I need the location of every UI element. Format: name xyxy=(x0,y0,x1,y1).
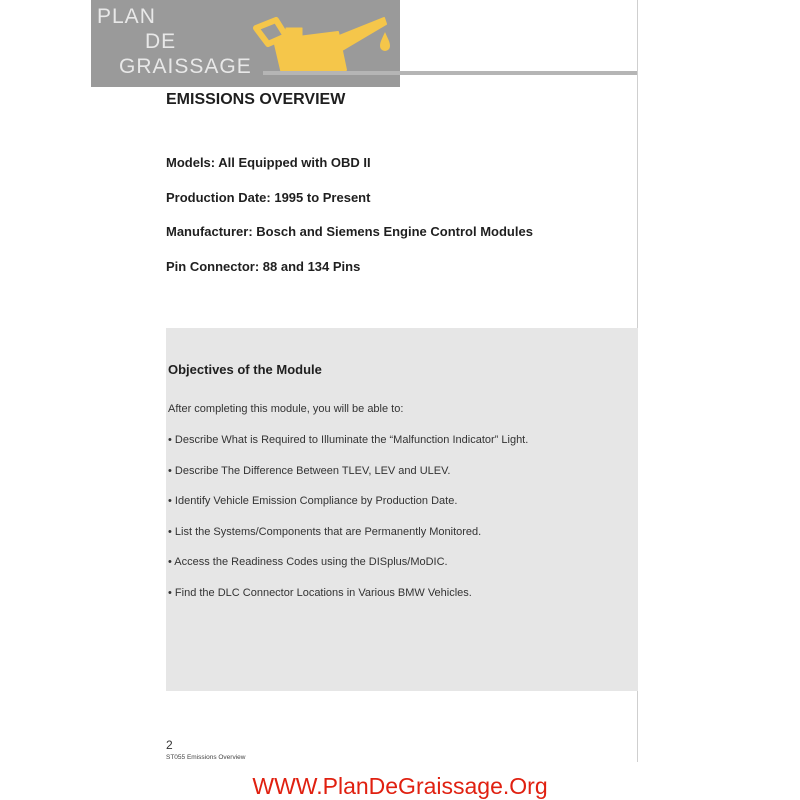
spec-models: Models: All Equipped with OBD II xyxy=(166,155,371,170)
header-rule xyxy=(263,71,637,75)
objective-item: • Access the Readiness Codes using the DISplus/MoDIC. xyxy=(168,556,448,568)
objectives-list xyxy=(168,434,528,617)
objective-item: • Describe The Difference Between TLEV, LEV and ULEV. xyxy=(168,464,451,477)
objective-item: • List the Systems/Components that are Permanently Monitored. xyxy=(168,525,482,538)
objective-item: • Identify Vehicle Emission Compliance by Production Date. xyxy=(168,495,458,507)
objectives-intro: After completing this module, you will be able to: xyxy=(168,403,404,415)
spec-production-date: Production Date: 1995 to Present xyxy=(166,190,371,205)
objectives-heading: Objectives of the Module xyxy=(168,362,322,377)
page-title: EMISSIONS OVERVIEW xyxy=(166,91,346,108)
objective-item: • Describe What is Required to Illuminate the “Malfunction Indicator” Light. xyxy=(168,434,529,446)
page-number: 2 xyxy=(166,738,173,752)
logo-line-1: PLAN xyxy=(97,5,156,28)
watermark-url[interactable]: WWW.PlanDeGraissage.Org xyxy=(252,773,548,799)
objective-item: • Find the DLC Connector Locations in Various BMW Vehicles. xyxy=(168,586,472,599)
spec-pin-connector: Pin Connector: 88 and 134 Pins xyxy=(166,259,361,274)
logo-line-3: GRAISSAGE xyxy=(119,55,252,78)
footer-caption: ST055 Emissions Overview xyxy=(166,754,246,761)
logo-text xyxy=(97,4,252,79)
spec-manufacturer: Manufacturer: Bosch and Siemens Engine Control Modules xyxy=(166,224,533,239)
objectives-panel xyxy=(166,328,638,691)
logo-line-2: DE xyxy=(145,30,177,53)
